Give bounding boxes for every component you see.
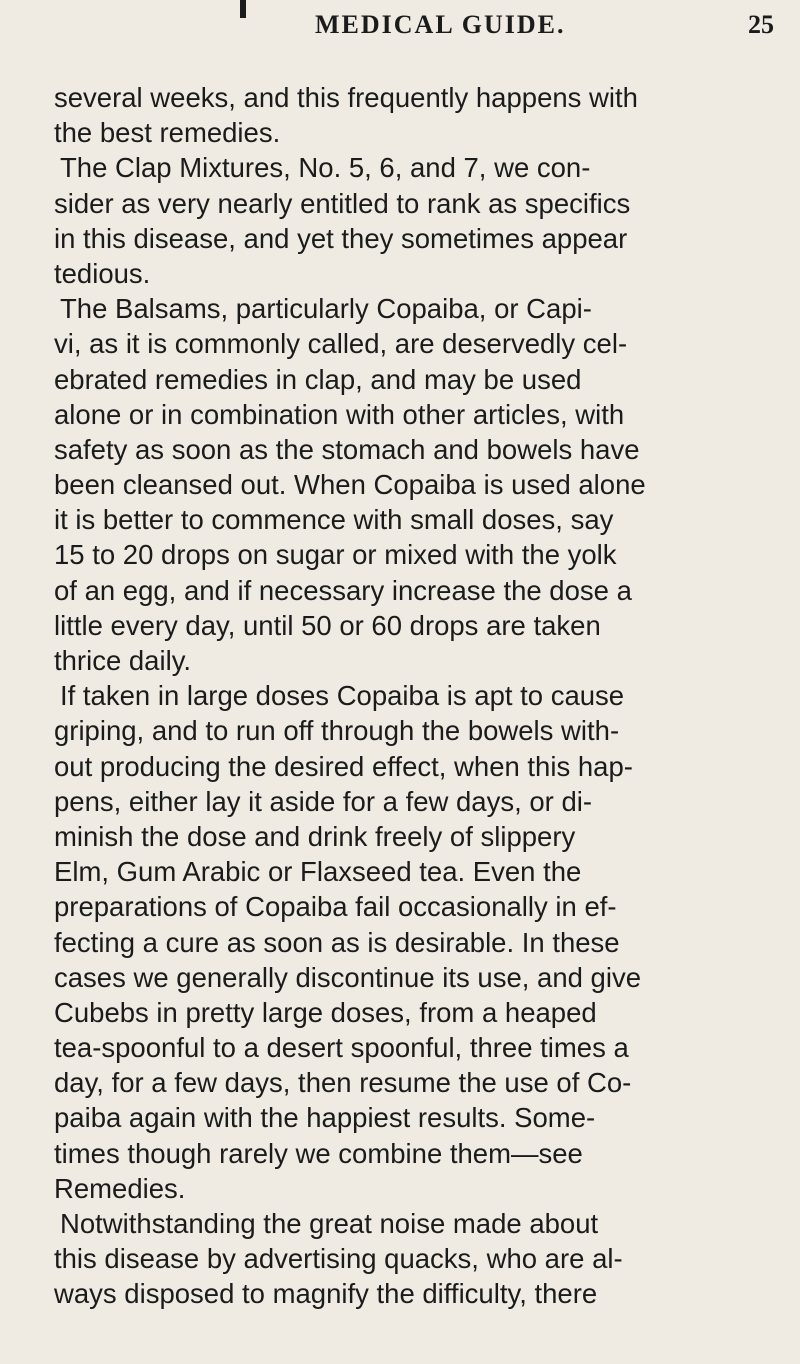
text-line: ways disposed to magnify the difficulty, there	[54, 1278, 598, 1310]
text-line: been cleansed out. When Copaiba is used alone	[54, 469, 646, 501]
text-line: fecting a cure as soon as is desirable. In these	[54, 926, 620, 958]
running-head: MEDICAL GUIDE.	[315, 10, 566, 39]
text-line: safety as soon as the stomach and bowels have	[54, 433, 640, 465]
text-line: ebrated remedies in clap, and may be used	[54, 363, 582, 395]
text-line: little every day, until 50 or 60 drops are taken	[54, 609, 601, 641]
text-line: Cubebs in pretty large doses, from a heaped	[54, 996, 597, 1028]
text-line: 15 to 20 drops on sugar or mixed with the yolk	[54, 539, 617, 571]
text-line: of an egg, and if necessary increase the dose a	[54, 574, 632, 606]
text-line: the best remedies.	[54, 117, 281, 149]
text-line: sider as very nearly entitled to rank as specifics	[54, 187, 631, 219]
text-line: tedious.	[54, 257, 151, 289]
text-line: If taken in large doses Copaiba is apt to cause	[60, 680, 625, 712]
text-line: times though rarely we combine them—see	[54, 1137, 583, 1169]
text-line: alone or in combination with other articles, with	[54, 398, 625, 430]
text-line: The Clap Mixtures, No. 5, 6, and 7, we con-	[60, 152, 591, 184]
body-text	[54, 80, 784, 1312]
text-line: tea-spoonful to a desert spoonful, three times a	[54, 1032, 629, 1064]
text-line: it is better to commence with small doses, say	[54, 504, 614, 536]
text-line: Notwithstanding the great noise made about	[60, 1208, 599, 1239]
text-line: day, for a few days, then resume the use of Co-	[54, 1067, 632, 1099]
text-line: preparations of Copaiba fail occasionally in ef-	[54, 891, 617, 923]
text-line: cases we generally discontinue its use, and give	[54, 961, 642, 993]
page-number: 25	[748, 10, 774, 39]
text-line: several weeks, and this frequently happens with	[54, 82, 638, 113]
text-line: out producing the desired effect, when this hap-	[54, 750, 633, 782]
text-line: pens, either lay it aside for a few days, or di-	[54, 785, 593, 817]
text-line: thrice daily.	[54, 645, 192, 676]
text-line: this disease by advertising quacks, who are al-	[54, 1243, 623, 1275]
text-line: The Balsams, particularly Copaiba, or Capi-	[60, 293, 592, 325]
text-line: Remedies.	[54, 1172, 186, 1204]
text-line: Elm, Gum Arabic or Flaxseed tea. Even the	[54, 856, 582, 888]
text-line: paiba again with the happiest results. Some-	[54, 1102, 596, 1134]
text-line: minish the dose and drink freely of slippery	[54, 820, 576, 852]
page-header	[0, 8, 800, 48]
text-line: in this disease, and yet they sometimes appear	[54, 222, 628, 254]
text-line: vi, as it is commonly called, are deservedly cel-	[54, 328, 628, 360]
text-line: griping, and to run off through the bowels with-	[54, 715, 620, 747]
